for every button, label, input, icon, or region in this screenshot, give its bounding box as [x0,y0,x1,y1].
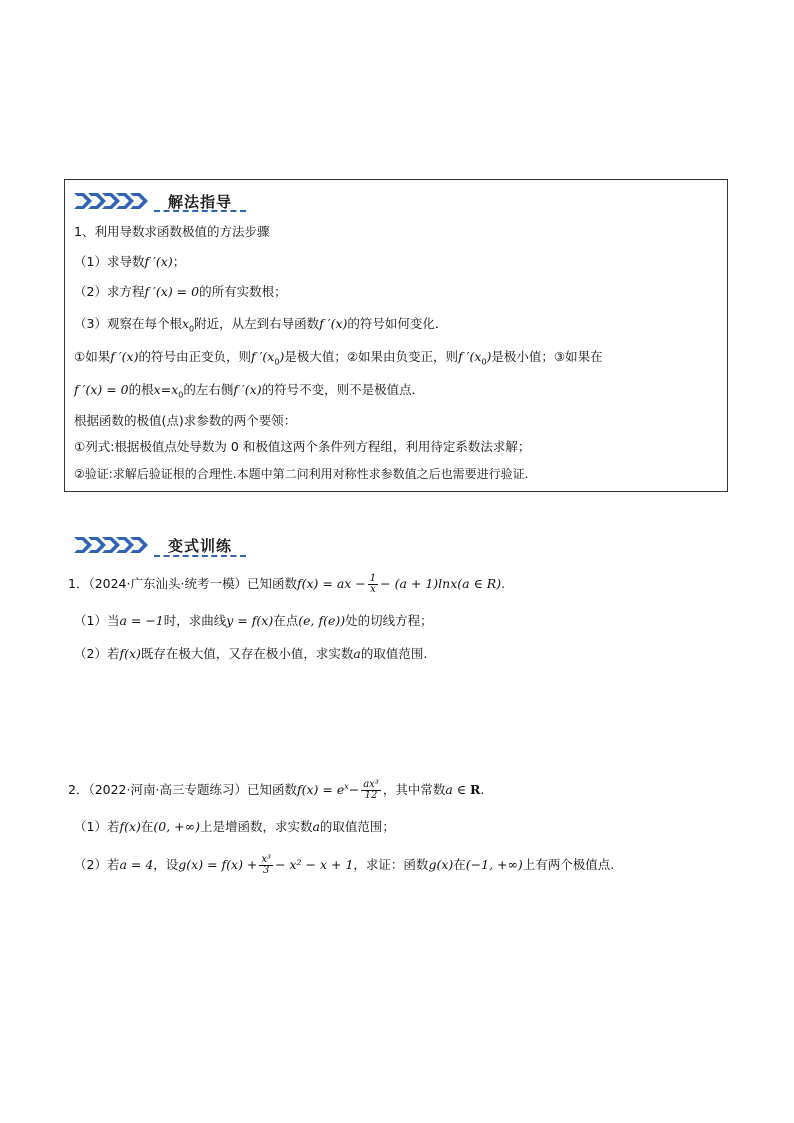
guide-step-3: （3）观察在每个根$x_0$附近，从左到右导函数f ′(x)的符号如何变化． [74,316,448,334]
fraction: $\frac{\text{ax³}}{12}$ [363,779,379,802]
practice-title-underline [154,555,246,557]
chevron-arrows-icon [74,191,158,211]
guide-param-1: ①列式:根据极值点处导数为 0 和极值这两个条件列方程组，利用待定系数法求解； [74,439,531,454]
guide-param-2: ②验证:求解后验证根的合理性.本题中第二问利用对称性求参数值之后也需要进行验证. [74,467,529,481]
question-1: 1．（2024·广东汕头·统考一模）已知函数f(x) = ax − $\frac{1}{x}$ − (a + 1)lnx(a ∈ R). [68,573,506,595]
guide-title: 解法指导 [168,192,233,211]
fraction: $\frac{1}{x}$ [369,573,377,595]
question-1-part-1: （1）当a = −1时，求曲线y = f(x)在点(e, f(e))处的切线方程； [74,613,433,628]
practice-title: 变式训练 [168,536,233,555]
question-2-part-2: （2）若a = 4，设g(x) = f(x) + $\frac{\text{x³}}{3}$ − x² − x + 1，求证：函数g(x)在(−1, +∞)上有两个极值点. [74,854,615,876]
guide-title-underline [154,210,246,212]
guide-param-heading: 根据函数的极值(点)求参数的两个要领： [74,413,297,428]
question-2: 2．（2022·河南·高三专题练习）已知函数$f(x) = e^x-$ $\frac{\text{ax³}}{12}$ ，其中常数a ∈ R. [68,779,485,802]
guide-rule-line-1: ①如果f ′(x)的符号由正变负，则f $'(x_0)$是极大值；②如果由负变正，则f $'(x_0)$是极小值；③如果在 [74,349,603,367]
guide-step-1: （1）求导数f ′(x)； [74,254,186,269]
question-1-part-2: （2）若f(x)既存在极大值，又存在极小值，求实数a的取值范围. [74,646,428,661]
fraction: $\frac{\text{x³}}{3}$ [261,854,272,876]
question-2-part-1: （1）若f(x)在(0, +∞)上是增函数，求实数a的取值范围； [74,819,395,834]
guide-step-2: （2）求方程f ′(x) = 0的所有实数根； [74,284,287,299]
guide-rule-line-2: f ′(x) = 0的根$x=x_0$的左右侧f ′(x)的符号不变，则不是极值点． [74,382,425,400]
guide-step-heading: 1、利用导数求函数极值的方法步骤 [74,224,270,239]
chevron-arrows-icon [74,535,158,555]
